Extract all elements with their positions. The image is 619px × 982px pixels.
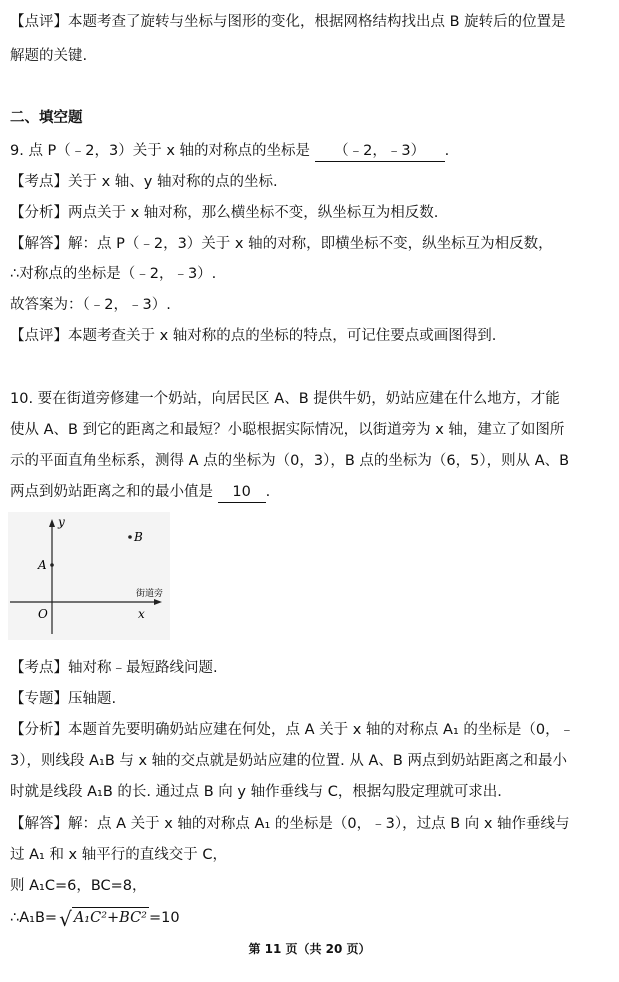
- q10-answer: 10: [218, 482, 266, 503]
- q10-line-2: 使从 A、B 到它的距离之和最短？小聪根据实际情况，以街道旁为 x 轴，建立了如图所: [10, 422, 565, 438]
- q10-line-4: [10, 482, 270, 503]
- q10-jieda-4: [10, 907, 180, 929]
- q9-stem-text: 9. 点 P（﹣2，3）关于 x 轴的对称点的坐标是: [10, 143, 311, 159]
- q10-fenxi-2: 3），则线段 A₁B 与 x 轴的交点就是奶站应建的位置. 从 A、B 两点到奶站距离之和最小: [10, 753, 567, 769]
- point-b: [128, 535, 132, 539]
- q9-kaodian: 【考点】关于 x 轴、y 轴对称的点的坐标.: [10, 174, 278, 190]
- coordinate-figure: [8, 512, 170, 640]
- sqrt-radicand: A₁C²+BC²: [72, 907, 149, 928]
- sqrt-expression: [59, 907, 149, 929]
- q9-stem-end: .: [444, 143, 450, 159]
- point-a: [50, 563, 54, 567]
- q9-dianping: 【点评】本题考查关于 x 轴对称的点的坐标的特点，可记住要点或画图得到.: [10, 328, 497, 344]
- y-axis-label: y: [58, 515, 65, 529]
- q10-stem-text: 两点到奶站距离之和的最小值是: [10, 484, 213, 500]
- q9-stem: [10, 141, 449, 162]
- q10-jieda-2: 过 A₁ 和 x 轴平行的直线交于 C，: [10, 847, 227, 863]
- q10-stem-end: .: [265, 484, 271, 500]
- q9-answer: （﹣2，﹣3）: [315, 141, 445, 162]
- sqrt-icon: √: [59, 907, 72, 931]
- x-axis-label: x: [138, 607, 145, 621]
- q10-jieda-1: 【解答】解：点 A 关于 x 轴的对称点 A₁ 的坐标是（0，﹣3），过点 B 向 x 轴作垂线与: [10, 816, 570, 832]
- street-label: 街道旁: [136, 589, 164, 599]
- q10-result-prefix: ∴A₁B=: [10, 910, 58, 926]
- q10-fenxi-1: 【分析】本题首先要明确奶站应建在何处，点 A 关于 x 轴的对称点 A₁ 的坐标是（0，﹣: [10, 722, 575, 738]
- q9-jieda: 【解答】解：点 P（﹣2，3）关于 x 轴的对称，即横坐标不变，纵坐标互为相反数，: [10, 236, 553, 252]
- point-b-label: B: [134, 530, 143, 544]
- q9-fenxi: 【分析】两点关于 x 轴对称，那么横坐标不变，纵坐标互为相反数.: [10, 205, 439, 221]
- q10-kaodian: 【考点】轴对称﹣最短路线问题.: [10, 660, 218, 676]
- q10-zhuanti: 【专题】压轴题.: [10, 691, 117, 707]
- q10-jieda-3: 则 A₁C=6，BC=8，: [10, 878, 147, 894]
- review-line-2: 解题的关键.: [10, 48, 88, 64]
- q10-fenxi-3: 时就是线段 A₁B 的长. 通过点 B 向 y 轴作垂线与 C，根据勾股定理就可求出.: [10, 784, 502, 800]
- q10-line-1: 10. 要在街道旁修建一个奶站，向居民区 A、B 提供牛奶，奶站应建在什么地方，才能: [10, 391, 560, 407]
- section-heading: 二、填空题: [10, 110, 83, 126]
- q9-jieda-3: 故答案为：（﹣2，﹣3）.: [10, 297, 171, 313]
- q10-line-3: 示的平面直角坐标系，测得 A 点的坐标为（0，3），B 点的坐标为（6，5），则从 A、B: [10, 453, 570, 469]
- point-a-label: A: [38, 558, 47, 572]
- page-footer: 第 11 页（共 20 页）: [248, 942, 371, 956]
- review-line-1: 【点评】本题考查了旋转与坐标与图形的变化，根据网格结构找出点 B 旋转后的位置是: [10, 14, 566, 30]
- q10-result-value: =10: [149, 910, 180, 926]
- origin-label: O: [38, 607, 48, 621]
- figure-background: [8, 512, 170, 640]
- q9-jieda-2: ∴对称点的坐标是（﹣2，﹣3）.: [10, 266, 217, 282]
